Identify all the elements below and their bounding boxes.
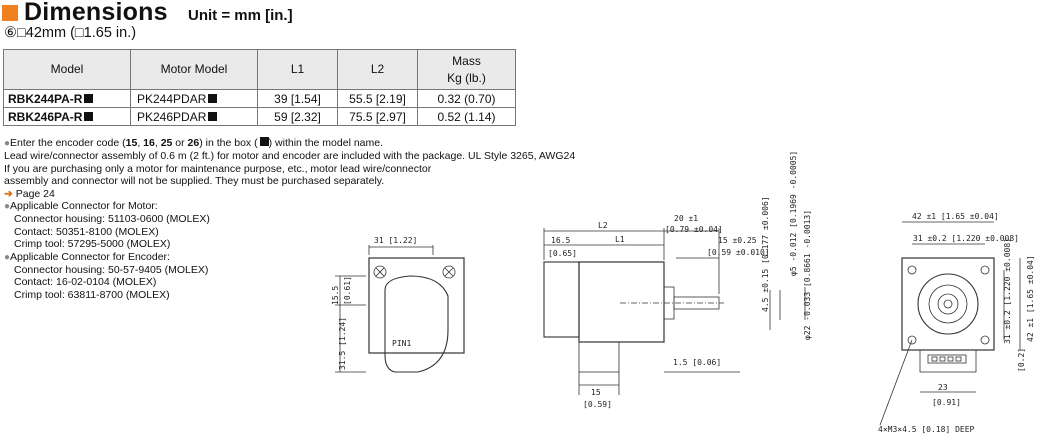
dim-side-1-5: 1.5 [0.06] xyxy=(673,358,722,367)
pin1-label: PIN1 xyxy=(392,339,412,348)
cell-l1: 59 [2.32] xyxy=(258,108,338,126)
col-mass-unit: Kg (lb.) xyxy=(447,70,486,85)
unit-label: Unit = mm [in.] xyxy=(188,7,293,24)
dim-front-23: 23 xyxy=(938,383,948,392)
note-purchase-1: If you are purchasing only a motor for maintenance purpose, etc., motor lead wire/connector xyxy=(4,162,432,175)
col-l1: L1 xyxy=(258,50,338,90)
encoder-connector-housing: Connector housing: 50-57-9405 (MOLEX) xyxy=(14,264,209,277)
motor-connector-contact: Contact: 50351-8100 (MOLEX) xyxy=(14,225,159,238)
holes-callout: 4×M3×4.5 [0.18] DEEP xyxy=(878,425,975,434)
cell-motor: PK244PDAR xyxy=(131,90,258,108)
dim-front-0-2: [0.2] xyxy=(1017,347,1026,372)
col-mass-label: Mass xyxy=(452,53,481,68)
cell-model: RBK246PA-R xyxy=(4,108,131,126)
col-model: Model xyxy=(4,50,131,90)
dim-side-16-5-in: [0.65] xyxy=(548,249,577,258)
encoder-connector-contact: Contact: 16-02-0104 (MOLEX) xyxy=(14,276,157,289)
bullet-icon: ● xyxy=(4,201,11,213)
arrow-right-icon: ➜ xyxy=(4,187,13,200)
dim-side-l2: L2 xyxy=(598,221,608,230)
dim-rear-15-5: 15.5 xyxy=(331,285,340,305)
cell-l2: 75.5 [2.97] xyxy=(338,108,418,126)
page-link[interactable]: ➜ Page 24 xyxy=(4,187,55,200)
dim-side-15-bottom: 15 xyxy=(591,388,601,397)
motor-connector-title: ●Applicable Connector for Motor: xyxy=(4,200,158,213)
cell-model: RBK244PA-R xyxy=(4,90,131,108)
dim-rear-31-5: 31.5 [1.24] xyxy=(338,317,347,370)
rear-view-drawing xyxy=(335,245,464,372)
dim-side-15-bottom-in: [0.59] xyxy=(583,400,612,409)
page-title: Dimensions xyxy=(24,0,168,26)
dim-front-42: 42 ±1 [1.65 ±0.04] xyxy=(912,212,999,221)
dim-rear-31: 31 [1.22] xyxy=(374,236,418,245)
dim-side-15-in: [0.59 ±0.010] xyxy=(707,248,770,257)
motor-connector-crimp: Crimp tool: 57295-5000 (MOLEX) xyxy=(14,238,171,251)
dim-side-20: 20 ±1 xyxy=(674,214,699,223)
size-subtitle: ⑥□42mm (□1.65 in.) xyxy=(4,25,137,41)
cell-mass: 0.52 (1.14) xyxy=(418,108,516,126)
dim-side-16-5: 16.5 xyxy=(551,236,571,245)
dim-rear-15-5-in: [0.61] xyxy=(343,276,352,305)
dim-side-phi5: φ5 -0.012 [0.1969 -0.0005] xyxy=(789,150,798,276)
dim-side-4-5: 4.5 ±0.15 [0.177 ±0.006] xyxy=(761,196,770,312)
dim-front-23-in: [0.91] xyxy=(932,398,961,407)
bullet-icon: ● xyxy=(4,251,11,263)
cell-motor: PK246PDAR xyxy=(131,108,258,126)
note-lead-wire: Lead wire/connector assembly of 0.6 m (2 ft.) for motor and encoder are included with the package. UL Style 3265, AWG24 xyxy=(4,150,576,163)
dim-side-l1: L1 xyxy=(615,235,625,244)
cell-l1: 39 [1.54] xyxy=(258,90,338,108)
dim-side-20-in: [0.79 ±0.04] xyxy=(665,225,723,234)
dim-front-31-v: 31 ±0.2 [1.220 ±0.008] xyxy=(1003,238,1012,344)
bullet-icon: ● xyxy=(4,138,11,149)
note-purchase-2: assembly and connector will not be supplied. They must be purchased separately. xyxy=(4,175,385,188)
encoder-connector-title: ●Applicable Connector for Encoder: xyxy=(4,250,170,263)
cell-mass: 0.32 (0.70) xyxy=(418,90,516,108)
front-view-drawing xyxy=(880,222,1020,425)
dim-front-31: 31 ±0.2 [1.220 ±0.008] xyxy=(913,234,1019,243)
note-encoder: ●Enter the encoder code (15, 16, 25 or 26) in the box ( ) within the model name. xyxy=(4,137,383,149)
dim-side-15: 15 ±0.25 xyxy=(718,236,757,245)
dim-front-42-v: 42 ±1 [1.65 ±0.04] xyxy=(1026,255,1035,342)
dim-side-phi22: φ22 -0.033 [0.8661 -0.0013] xyxy=(803,209,812,340)
cell-l2: 55.5 [2.19] xyxy=(338,90,418,108)
encoder-connector-crimp: Crimp tool: 63811-8700 (MOLEX) xyxy=(14,288,170,301)
col-l2: L2 xyxy=(338,50,418,90)
motor-connector-housing: Connector housing: 51103-0600 (MOLEX) xyxy=(14,213,210,226)
col-motor-model: Motor Model xyxy=(131,50,258,90)
